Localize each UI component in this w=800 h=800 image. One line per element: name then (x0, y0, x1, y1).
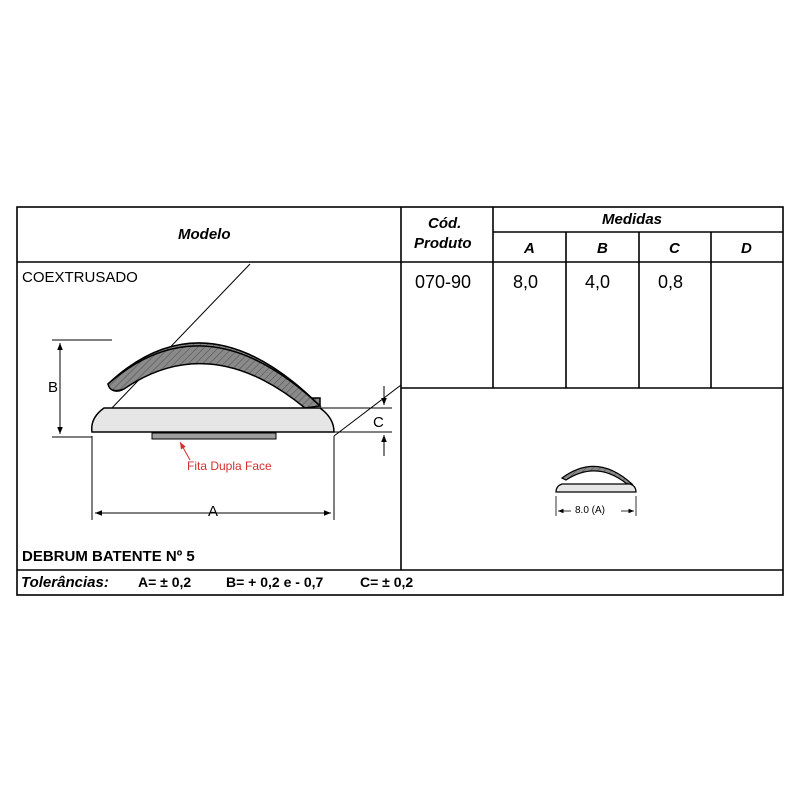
header-col-b: B (597, 240, 608, 257)
product-code: 070-90 (415, 272, 472, 292)
value-b: 4,0 (585, 272, 611, 292)
small-profile-base (556, 484, 636, 492)
value-c: 0,8 (658, 272, 684, 292)
small-dim-label: 8.0 (A) (575, 505, 606, 516)
tape-pointer (180, 442, 190, 460)
model-type: COEXTRUSADO (22, 269, 138, 286)
header-cod-line2: Produto (414, 235, 472, 252)
dim-c-label: C (373, 414, 384, 431)
product-name: DEBRUM BATENTE Nº 5 (22, 548, 195, 565)
header-modelo: Modelo (178, 226, 231, 243)
value-a: 8,0 (513, 272, 539, 292)
table-grid (17, 207, 783, 595)
arc-profile (108, 346, 320, 408)
leader-line (334, 385, 401, 436)
dim-a-label: A (208, 503, 219, 520)
double-sided-tape (152, 433, 276, 439)
tolerances-label: Tolerâncias: (21, 574, 109, 591)
header-cod-line1: Cód. (428, 215, 462, 232)
header-col-d: D (741, 240, 752, 257)
dim-b-label: B (48, 379, 59, 396)
tape-label: Fita Dupla Face (187, 459, 272, 473)
header-medidas: Medidas (602, 211, 663, 228)
small-arc-profile (562, 466, 632, 484)
tolerance-c: C= ± 0,2 (360, 574, 414, 590)
profile-drawing (52, 264, 401, 520)
tolerance-b: B= + 0,2 e - 0,7 (226, 574, 324, 590)
tolerance-a: A= ± 0,2 (138, 574, 192, 590)
header-col-a: A (524, 240, 535, 257)
profile-base (92, 408, 334, 432)
header-col-c: C (669, 240, 680, 257)
